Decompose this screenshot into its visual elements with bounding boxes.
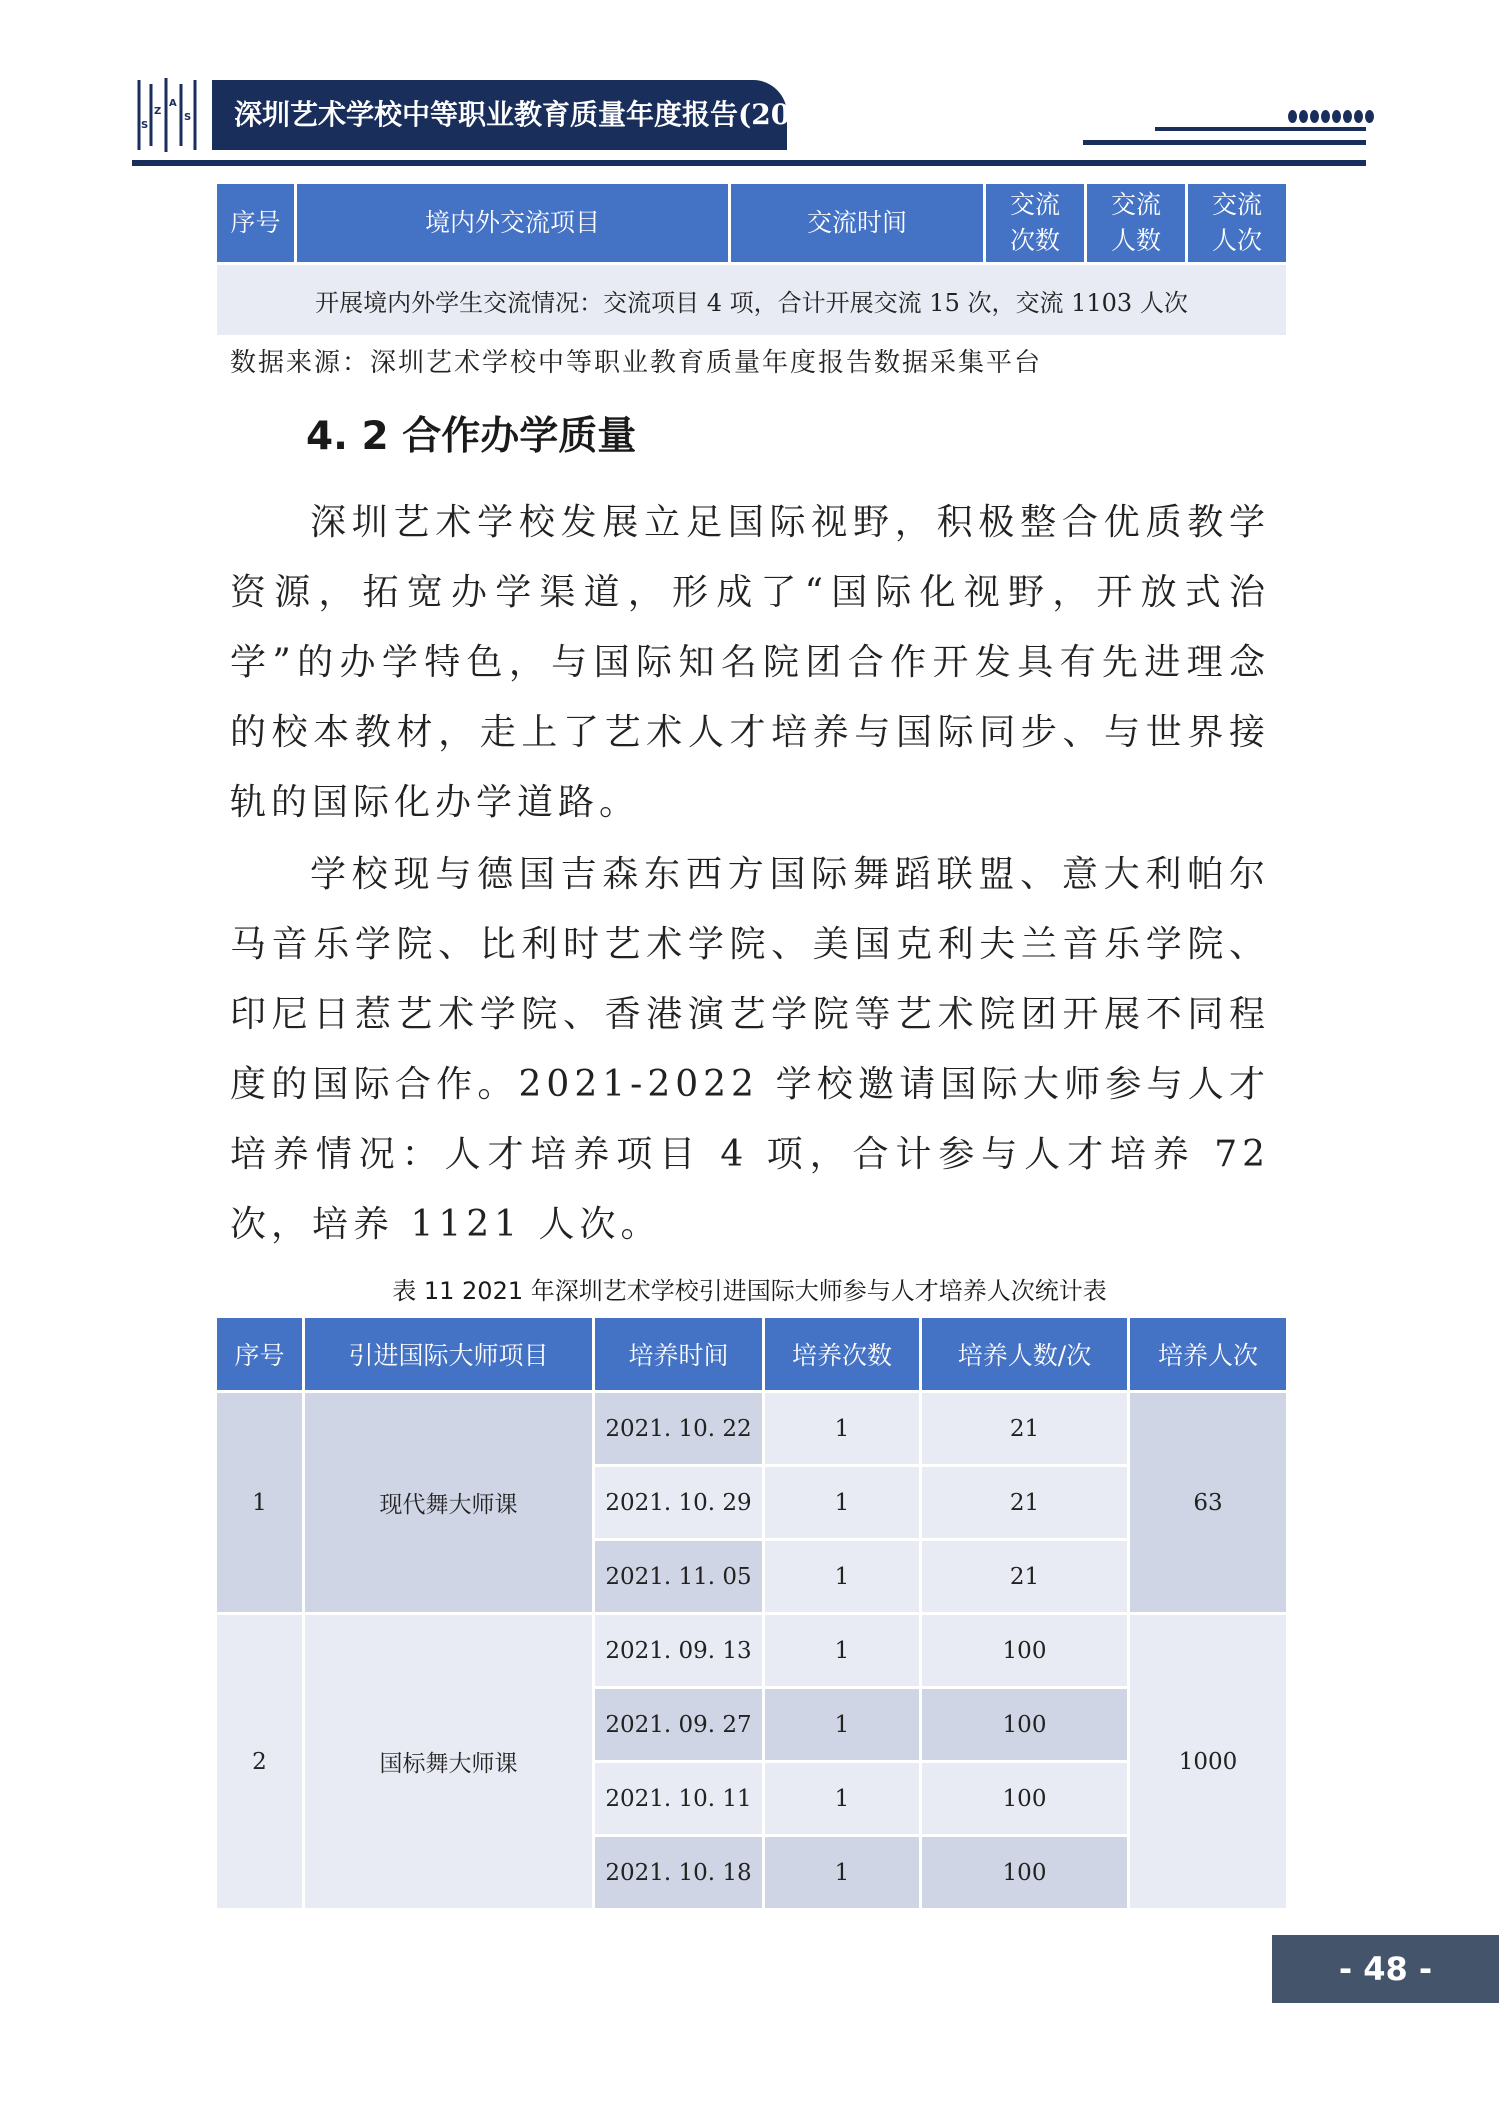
table-row xyxy=(216,1614,1288,1688)
column-header: 交流人次 xyxy=(1187,183,1288,264)
exchange-table xyxy=(214,181,1289,338)
training-people: 21 xyxy=(921,1392,1129,1466)
table-row xyxy=(216,264,1288,337)
section-heading: 4. 2 合作办学质量 xyxy=(306,414,637,459)
body-paragraph: 学校现与德国吉森东西方国际舞蹈联盟、意大利帕尔马音乐学院、比利时艺术学院、美国克利夫兰音乐学院、印尼日惹艺术学院、香港演艺学院等艺术院团开展不同程度的国际合作。2021-2022 学校邀请国际大师参与人才培养情况：人才培养项目 4 项，合计参与人才培养 72 次，培养 1121 人次。 xyxy=(230,854,1270,1245)
training-date: 2021. 10. 29 xyxy=(594,1466,764,1540)
training-times: 1 xyxy=(764,1762,921,1836)
logo-letter: S xyxy=(184,112,192,123)
training-times: 1 xyxy=(764,1540,921,1614)
header-rule xyxy=(132,160,1366,166)
training-people: 100 xyxy=(921,1836,1129,1910)
exchange-summary: 开展境内外学生交流情况：交流项目 4 项，合计开展交流 15 次，交流 1103 人次 xyxy=(216,264,1288,337)
column-header: 培养次数 xyxy=(764,1317,921,1392)
training-people: 21 xyxy=(921,1466,1129,1540)
logo-letter: Z xyxy=(154,106,162,117)
data-source-note: 数据来源：深圳艺术学校中等职业教育质量年度报告数据采集平台 xyxy=(230,348,1043,378)
training-people: 21 xyxy=(921,1540,1129,1614)
column-header: 序号 xyxy=(216,1317,304,1392)
training-times: 1 xyxy=(764,1614,921,1688)
table-row xyxy=(216,1392,1288,1466)
column-header: 交流次数 xyxy=(985,183,1086,264)
training-date: 2021. 11. 05 xyxy=(594,1540,764,1614)
page-header xyxy=(0,0,1499,175)
training-date: 2021. 09. 27 xyxy=(594,1688,764,1762)
logo-letter: S xyxy=(141,120,149,131)
project-name: 国标舞大师课 xyxy=(304,1614,594,1910)
header-rule xyxy=(1083,140,1366,145)
row-index: 2 xyxy=(216,1614,304,1910)
report-title: 深圳艺术学校中等职业教育质量年度报告(2023) xyxy=(212,80,787,150)
training-people: 100 xyxy=(921,1762,1129,1836)
table-caption: 表 11 2021 年深圳艺术学校引进国际大师参与人才培养人次统计表 xyxy=(392,1277,1107,1305)
column-header: 交流时间 xyxy=(730,183,985,264)
table-header-row xyxy=(216,183,1288,264)
project-name: 现代舞大师课 xyxy=(304,1392,594,1614)
column-header: 序号 xyxy=(216,183,296,264)
school-logo xyxy=(136,76,198,154)
training-times: 1 xyxy=(764,1466,921,1540)
training-total: 1000 xyxy=(1129,1614,1288,1910)
body-paragraph: 深圳艺术学校发展立足国际视野，积极整合优质教学资源，拓宽办学渠道，形成了“国际化视野，开放式治学”的办学特色，与国际知名院团合作开发具有先进理念的校本教材，走上了艺术人才培养与国际同步、与世界接轨的国际化办学道路。 xyxy=(230,502,1270,823)
column-header: 引进国际大师项目 xyxy=(304,1317,594,1392)
training-date: 2021. 10. 18 xyxy=(594,1836,764,1910)
master-class-table xyxy=(214,1315,1289,1911)
header-dots-decoration xyxy=(1288,110,1374,124)
training-people: 100 xyxy=(921,1614,1129,1688)
column-header: 培养人次 xyxy=(1129,1317,1288,1392)
column-header: 培养人数/次 xyxy=(921,1317,1129,1392)
training-total: 63 xyxy=(1129,1392,1288,1614)
column-header: 交流人数 xyxy=(1086,183,1187,264)
header-rule xyxy=(1155,127,1366,131)
page-number: - 48 - xyxy=(1272,1935,1499,2003)
logo-letter: A xyxy=(169,98,177,109)
training-times: 1 xyxy=(764,1836,921,1910)
row-index: 1 xyxy=(216,1392,304,1614)
training-date: 2021. 10. 11 xyxy=(594,1762,764,1836)
column-header: 境内外交流项目 xyxy=(296,183,730,264)
training-date: 2021. 09. 13 xyxy=(594,1614,764,1688)
training-times: 1 xyxy=(764,1392,921,1466)
table-header-row xyxy=(216,1317,1288,1392)
training-date: 2021. 10. 22 xyxy=(594,1392,764,1466)
training-times: 1 xyxy=(764,1688,921,1762)
column-header: 培养时间 xyxy=(594,1317,764,1392)
training-people: 100 xyxy=(921,1688,1129,1762)
